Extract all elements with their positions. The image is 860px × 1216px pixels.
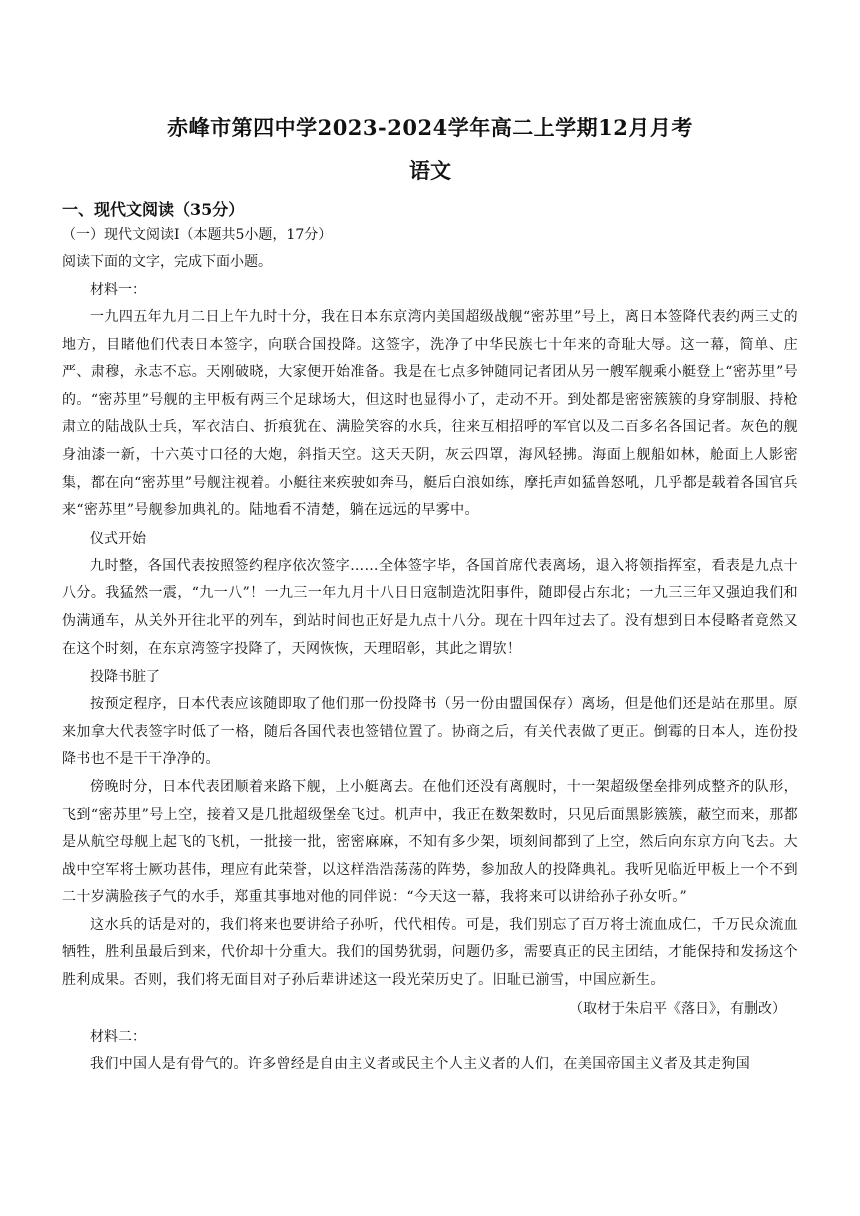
material-one-paragraph-2: 九时整，各国代表按照签约程序依次签字……全体签字毕，各国首席代表离场，退入将领指挥室，看表是九点十八分。我猛然一震，“九一八”！一九三一年九月十八日日寇制造沈阳事件，随即侵占东北；一九三三年又强迫我们和伪满通车，从关外开往北平的列车，到站时间也正好是九点十八分。现在十四年过去了。没有想到日本侵略者竟然又在这个时刻，在东京湾签字投降了，天网恢恢，天理昭彰，其此之谓欤！ (62, 557, 798, 657)
material-one-paragraph-4: 傍晚时分，日本代表团顺着来路下舰，上小艇离去。在他们还没有离舰时，十一架超级堡垒排列成整齐的队形，飞到“密苏里”号上空，接着又是几批超级堡垒飞过。机声中，我正在数架数时，只见后面黑影簇簇，蔽空而来，那都是从航空母舰上起飞的飞机，一批接一批，密密麻麻，不知有多少架，顷刻间都到了上空，然后向东京方向飞去。大战中空军将士厥功甚伟，理应有此荣誉，以这样浩浩荡荡的阵势，参加敌人的投降典礼。我听见临近甲板上一个不到二十岁满脸孩子气的水手，郑重其事地对他的同伴说：“今天这一幕，我将来可以讲给孙子孙女听。” (62, 778, 798, 906)
material-one-paragraph-3: 按预定程序，日本代表应该随即取了他们那一份投降书（另一份由盟国保存）离场，但是他们还是站在那里。原来加拿大代表签字时低了一格，随后各国代表也签错位置了。协商之后，有关代表做了更正。倒霉的日本人，连份投降书也不是干干净净的。 (62, 696, 798, 768)
section-heading: 一、现代文阅读（35分） (62, 200, 245, 219)
material-two-clip (62, 1051, 798, 1081)
material-one-paragraph-5: 这水兵的话是对的，我们将来也要讲给子孙听，代代相传。可是，我们别忘了百万将士流血成仁，千万民众流血牺牲，胜利虽最后到来，代价却十分重大。我们的国势犹弱，问题仍多，需要真正的民主团结，才能保持和发扬这个胜利成果。否则，我们将无面目对子孙后辈讲述这一段光荣历史了。旧耻已湔雪，中国应新生。 (62, 916, 798, 989)
material-two-label: 材料二： (90, 1028, 146, 1045)
exam-title: 赤峰市第四中学2023-2024学年高二上学期12月月考 (167, 115, 693, 140)
material-two-paragraph-1: 我们中国人是有骨气的。许多曾经是自由主义者或民主个人主义者的人们，在美国帝国主义者及其走狗国 (90, 1055, 751, 1072)
sub-section-heading: （一）现代文阅读Ⅰ（本题共5小题，17分） (62, 227, 333, 243)
subheading-surrender-document: 投降书脏了 (90, 669, 160, 686)
subheading-ceremony-start: 仪式开始 (90, 530, 146, 547)
reading-instruction: 阅读下面的文字，完成下面小题。 (62, 254, 272, 270)
subject-title: 语文 (409, 158, 451, 183)
source-citation: （取材于朱启平《落日》，有删改） (569, 1000, 786, 1017)
material-one-label: 材料一： (90, 282, 146, 298)
material-one-paragraph-1: 一九四五年九月二日上午九时十分，我在日本东京湾内美国超级战舰“密苏里”号上，离日本签降代表约两三丈的地方，目睹他们代表日本签字，向联合国投降。这签字，洗净了中华民族七十年来的奇耻大辱。这一幕，简单、庄严、肃穆，永志不忘。天刚破晓，大家便开始准备。我是在七点多钟随同记者团从另一艘军舰乘小艇登上“密苏里”号的。“密苏里”号舰的主甲板有两三个足球场大，但这时也显得小了，走动不开。到处都是密密簇簇的身穿制服、持枪肃立的陆战队士兵，军衣洁白、折痕犹在、满脸笑容的水兵，往来互相招呼的军官以及二百多名各国记者。灰色的舰身油漆一新，十六英寸口径的大炮，斜指天空。这天天阴，灰云四罩，海风轻拂。海面上舰船如林，舱面上人影密集，都在向“密苏里”号舰注视着。小艇往来疾驶如奔马，艇后白浪如练，摩托声如猛兽怒吼，几乎都是载着各国官兵来“密苏里”号舰参加典礼的。陆地看不清楚，躺在远远的早雾中。 (62, 309, 798, 519)
